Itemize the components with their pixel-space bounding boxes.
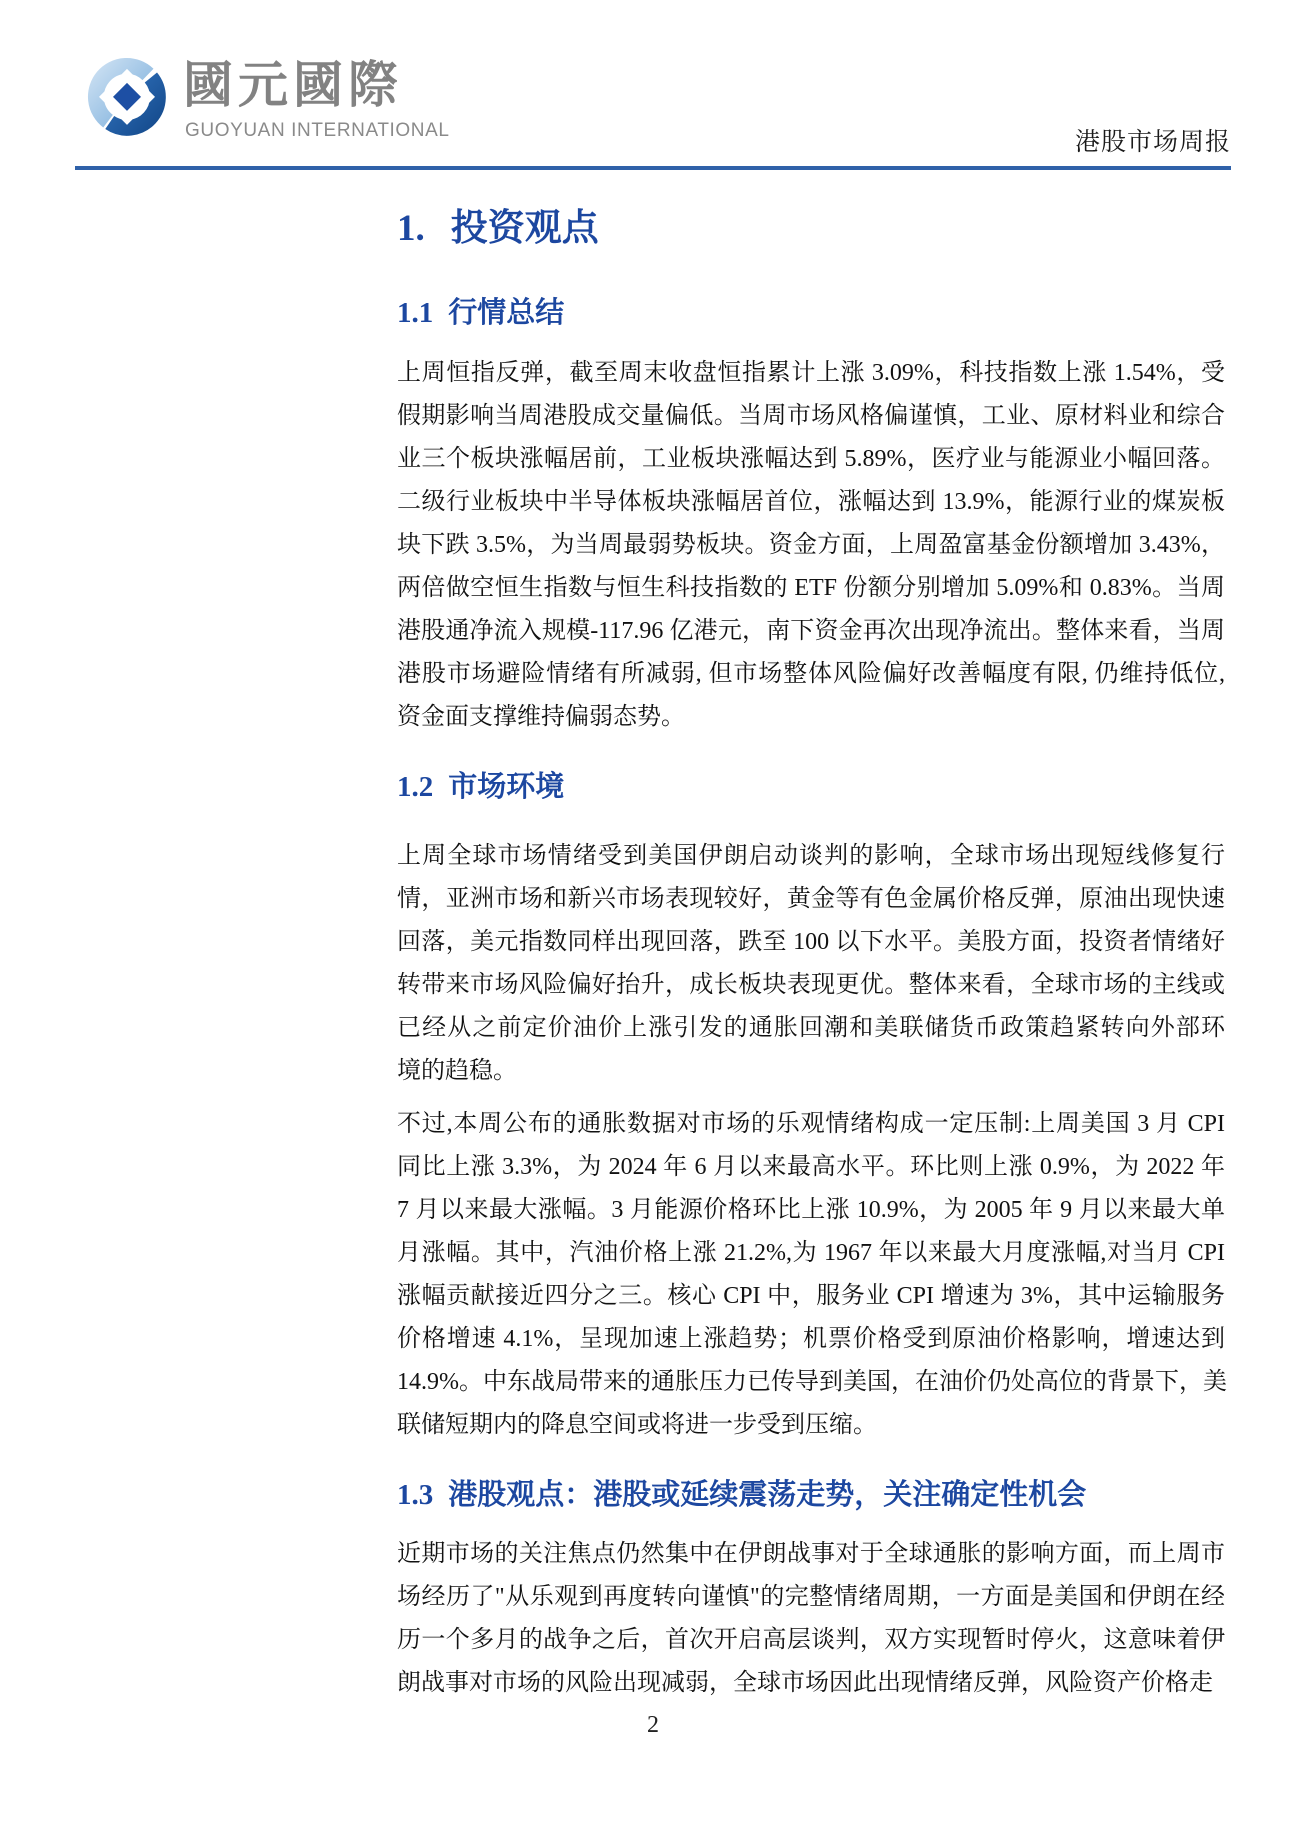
report-body (397, 0, 1225, 1847)
guoyuan-logo-icon (85, 50, 169, 142)
section-number: 1. (397, 208, 425, 249)
text-line: 同比上涨 3.3%，为 2024 年 6 月以来最高水平。环比则上涨 0.9%，为 2022 年 (397, 1154, 1225, 1180)
text-line: 已经从之前定价油价上涨引发的通胀回潮和美联储货币政策趋紧转向外部环 (397, 1015, 1225, 1041)
text-line: 港股市场避险情绪有所减弱, 但市场整体风险偏好改善幅度有限, 仍维持低位, (397, 661, 1225, 687)
section-title-text: 投资观点 (450, 208, 599, 249)
subsection-title-hk-view (397, 1477, 1225, 1513)
logo-chinese-name: 國元國際 (183, 57, 403, 113)
text-line: 块下跌 3.5%，为当周最弱势板块。资金方面，上周盈富基金份额增加 3.43%， (397, 532, 1225, 558)
text-line: 上周恒指反弹，截至周末收盘恒指累计上涨 3.09%，科技指数上涨 1.54%，受 (397, 360, 1225, 386)
subsection-title-text: 港股观点：港股或延续震荡走势，关注确定性机会 (448, 1479, 1087, 1511)
subsection-number: 1.3 (397, 1479, 434, 1511)
paragraph-hk-view (397, 1533, 1225, 1705)
subsection-title-text: 市场环境 (448, 771, 565, 803)
paragraph-market-summary (397, 352, 1225, 739)
text-line: 联储短期内的降息空间或将进一步受到压缩。 (397, 1412, 877, 1438)
subsection-title-market-environment (397, 769, 1225, 805)
text-line: 涨幅贡献接近四分之三。核心 CPI 中，服务业 CPI 增速为 3%，其中运输服务 (397, 1283, 1225, 1309)
text-line: 历一个多月的战争之后，首次开启高层谈判，双方实现暂时停火，这意味着伊 (397, 1627, 1225, 1653)
text-line: 转带来市场风险偏好抬升，成长板块表现更优。整体来看，全球市场的主线或 (397, 972, 1225, 998)
report-type-label: 港股市场周报 (1074, 129, 1231, 156)
text-line: 回落，美元指数同样出现回落，跌至 100 以下水平。美股方面，投资者情绪好 (397, 929, 1225, 955)
logo-english-name: GUOYUAN INTERNATIONAL (185, 120, 450, 141)
text-line: 朗战事对市场的风险出现减弱，全球市场因此出现情绪反弹，风险资产价格走 (397, 1670, 1213, 1696)
text-line: 境的趋稳。 (397, 1058, 517, 1084)
section-title-investment-views (397, 205, 1225, 253)
paragraph-market-environment-2 (397, 1103, 1225, 1447)
text-line: 两倍做空恒生指数与恒生科技指数的 ETF 份额分别增加 5.09%和 0.83%。当周 (397, 575, 1225, 601)
text-line: 不过,本周公布的通胀数据对市场的乐观情绪构成一定压制:上周美国 3 月 CPI (397, 1111, 1225, 1137)
text-line: 二级行业板块中半导体板块涨幅居首位，涨幅达到 13.9%，能源行业的煤炭板 (397, 489, 1225, 515)
subsection-number: 1.1 (397, 297, 434, 329)
text-line: 上周全球市场情绪受到美国伊朗启动谈判的影响，全球市场出现短线修复行 (397, 843, 1225, 869)
text-line: 月涨幅。其中，汽油价格上涨 21.2%,为 1967 年以来最大月度涨幅,对当月 CPI (397, 1240, 1225, 1266)
text-line: 7 月以来最大涨幅。3 月能源价格环比上涨 10.9%，为 2005 年 9 月以来最大单 (397, 1197, 1225, 1223)
page-number: 2 (647, 1712, 659, 1738)
subsection-title-market-summary (397, 295, 1225, 331)
text-line: 场经历了"从乐观到再度转向谨慎"的完整情绪周期，一方面是美国和伊朗在经 (397, 1584, 1225, 1610)
text-line: 业三个板块涨幅居前，工业板块涨幅达到 5.89%，医疗业与能源业小幅回落。 (397, 446, 1225, 472)
subsection-title-text: 行情总结 (448, 297, 565, 329)
text-line: 近期市场的关注焦点仍然集中在伊朗战事对于全球通胀的影响方面，而上周市 (397, 1541, 1225, 1567)
text-line: 假期影响当周港股成交量偏低。当周市场风格偏谨慎，工业、原材料业和综合 (397, 403, 1225, 429)
text-line: 资金面支撑维持偏弱态势。 (397, 704, 685, 730)
paragraph-market-environment-1 (397, 835, 1225, 1093)
text-line: 价格增速 4.1%，呈现加速上涨趋势；机票价格受到原油价格影响，增速达到 (397, 1326, 1225, 1352)
subsection-number: 1.2 (397, 771, 434, 803)
text-line: 港股通净流入规模-117.96 亿港元，南下资金再次出现净流出。整体来看，当周 (397, 618, 1225, 644)
text-line: 14.9%。中东战局带来的通胀压力已传导到美国，在油价仍处高位的背景下，美 (397, 1369, 1227, 1395)
text-line: 情，亚洲市场和新兴市场表现较好，黄金等有色金属价格反弹，原油出现快速 (397, 886, 1225, 912)
